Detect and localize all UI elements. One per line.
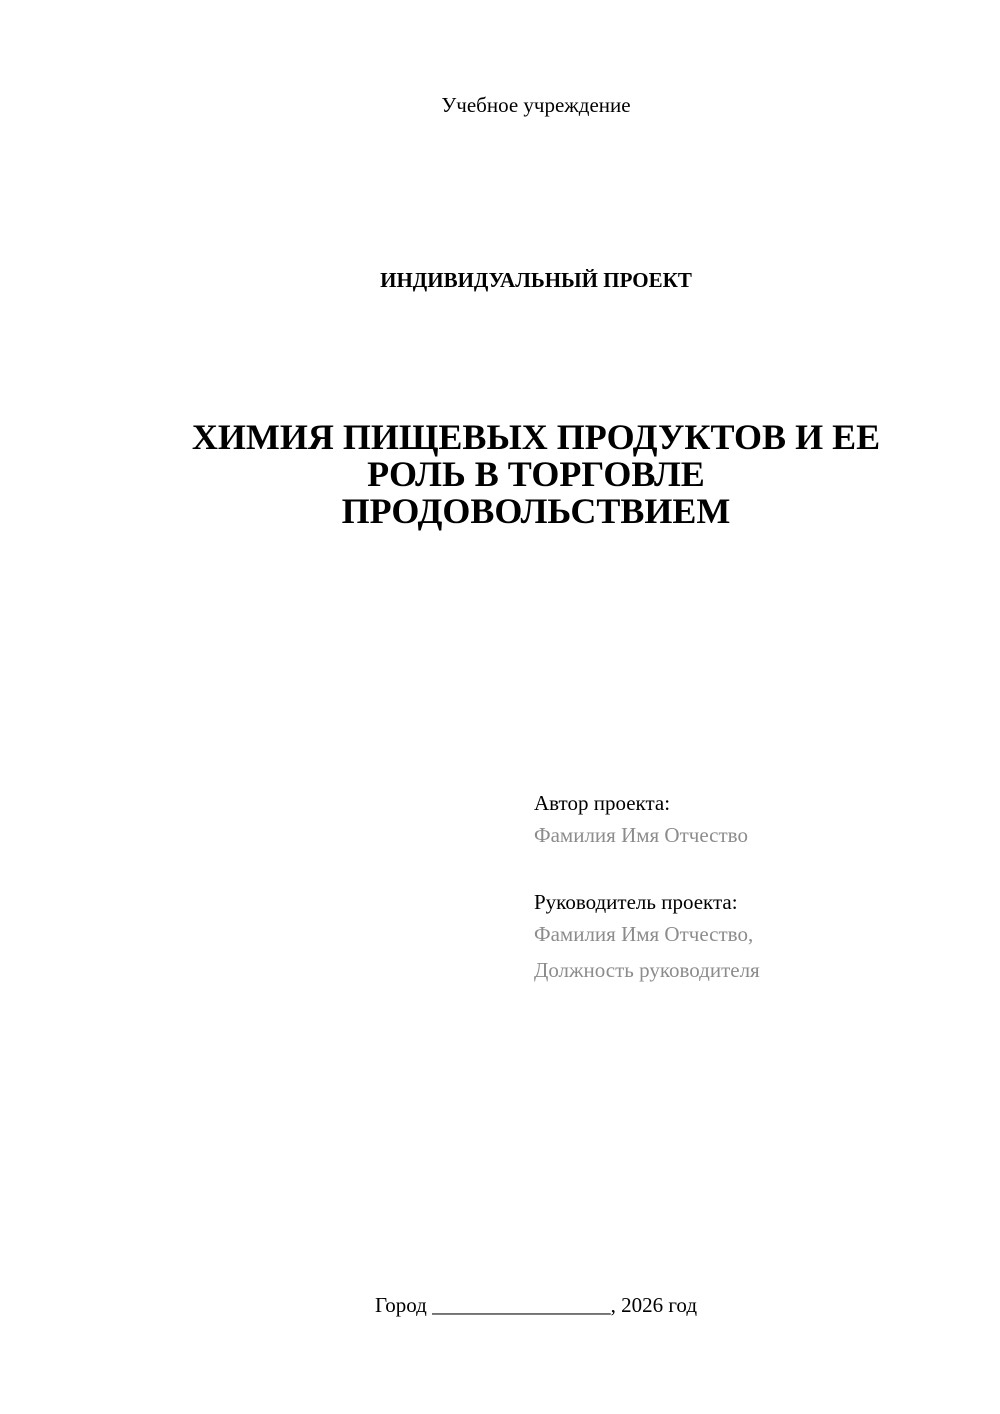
city-year-line: Город _________________, 2026 год — [374, 1293, 698, 1317]
project-title-line-3: ПРОДОВОЛЬСТВИЕМ — [341, 491, 731, 531]
author-name-placeholder: Фамилия Имя Отчество — [534, 823, 748, 847]
project-title-line-2: РОЛЬ В ТОРГОВЛЕ — [367, 454, 705, 494]
project-title — [0, 419, 1000, 530]
supervisor-position-placeholder: Должность руководителя — [534, 958, 760, 982]
institution-name: Учебное учреждение — [441, 93, 631, 117]
document-type-heading: ИНДИВИДУАЛЬНЫЙ ПРОЕКТ — [380, 268, 692, 292]
supervisor-name-placeholder: Фамилия Имя Отчество, — [534, 922, 754, 946]
credits-block — [534, 789, 974, 988]
project-title-line-1: ХИМИЯ ПИЩЕВЫХ ПРОДУКТОВ И ЕЕ — [191, 417, 881, 457]
supervisor-label: Руководитель проекта: — [534, 890, 738, 914]
author-label: Автор проекта: — [534, 791, 671, 815]
credits-spacer — [534, 853, 974, 888]
